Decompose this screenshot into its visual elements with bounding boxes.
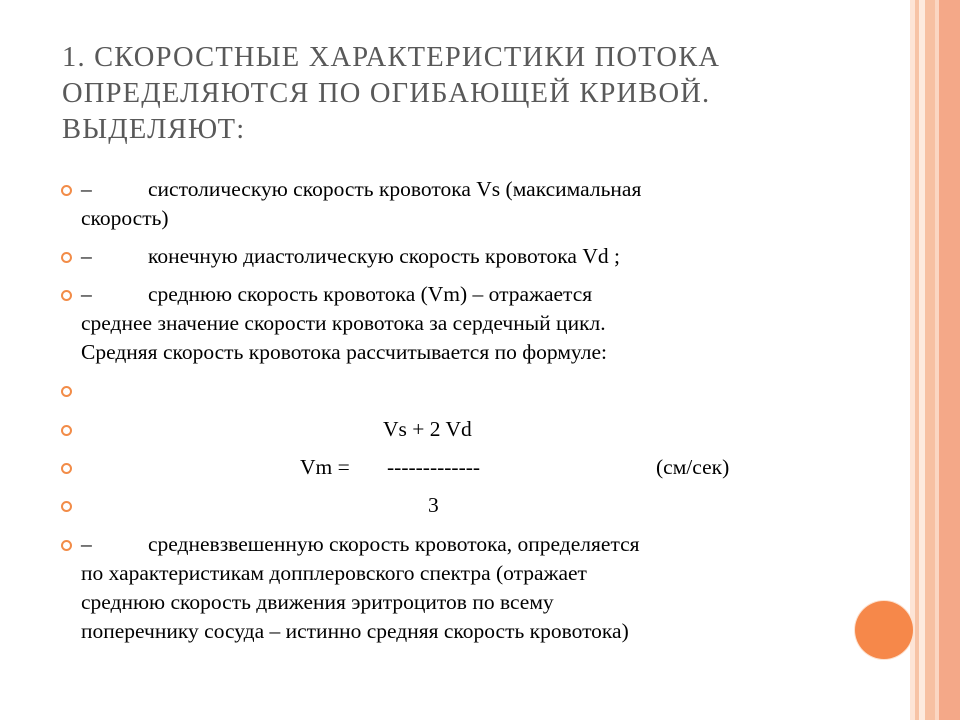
list-item-continuation: среднее значение скорости кровотока за сердечный цикл.: [81, 311, 606, 335]
list-item-mean-velocity: [60, 280, 850, 367]
slide-title-line-2: ОПРЕДЕЛЯЮТСЯ ПО ОГИБАЮЩЕЙ КРИВОЙ.: [62, 78, 711, 109]
slide-title: [62, 40, 862, 148]
dash: –: [81, 282, 92, 306]
list-item-continuation: среднюю скорость движения эритроцитов по всему: [81, 590, 554, 614]
list-item-weighted-mean: [60, 530, 850, 646]
bullet-icon: [61, 501, 72, 512]
bullet-icon: [61, 290, 72, 301]
bullet-icon: [61, 425, 72, 436]
slide-title-line-3: ВЫДЕЛЯЮТ:: [62, 114, 246, 145]
bullet-icon: [61, 386, 72, 397]
formula-numerator: Vs + 2 Vd: [383, 417, 472, 441]
decorative-circle: [855, 601, 913, 659]
formula-main-row: [60, 453, 850, 482]
formula-fraction-bar: -------------: [387, 455, 481, 479]
bullet-icon: [61, 463, 72, 474]
bullet-icon: [61, 252, 72, 263]
list-item-continuation: по характеристикам допплеровского спектра (отражает: [81, 561, 587, 585]
slide-title-line-1: 1. СКОРОСТНЫЕ ХАРАКТЕРИСТИКИ ПОТОКА: [62, 42, 721, 73]
slide-body: [60, 175, 850, 646]
decorative-side-stripes: [910, 0, 960, 720]
formula-denominator-row: [60, 491, 850, 520]
list-item-text: среднюю скорость кровотока (Vm) – отражается: [148, 282, 593, 306]
list-item-continuation: поперечнику сосуда – истинно средняя скорость кровотока): [81, 619, 629, 643]
bullet-icon: [61, 540, 72, 551]
formula-denominator: 3: [428, 493, 439, 517]
dash: –: [81, 244, 92, 268]
list-item-text: конечную диастолическую скорость кровотока Vd ;: [148, 244, 620, 268]
formula-numerator-row: [60, 415, 850, 444]
dash: –: [81, 532, 92, 556]
dash: –: [81, 177, 92, 201]
list-item-continuation: Средняя скорость кровотока рассчитывается по формуле:: [81, 340, 607, 364]
list-item-diastolic: [60, 242, 850, 271]
formula-lhs: Vm =: [300, 455, 350, 479]
list-item-text: средневзвешенную скорость кровотока, определяется: [148, 532, 640, 556]
formula-unit: (см/сек): [656, 455, 730, 479]
bullet-icon: [61, 185, 72, 196]
list-item-systolic: [60, 175, 850, 233]
list-item-continuation: скорость): [81, 206, 169, 230]
list-item-empty: [60, 376, 850, 405]
list-item-text: систолическую скорость кровотока Vs (максимальная: [148, 177, 642, 201]
